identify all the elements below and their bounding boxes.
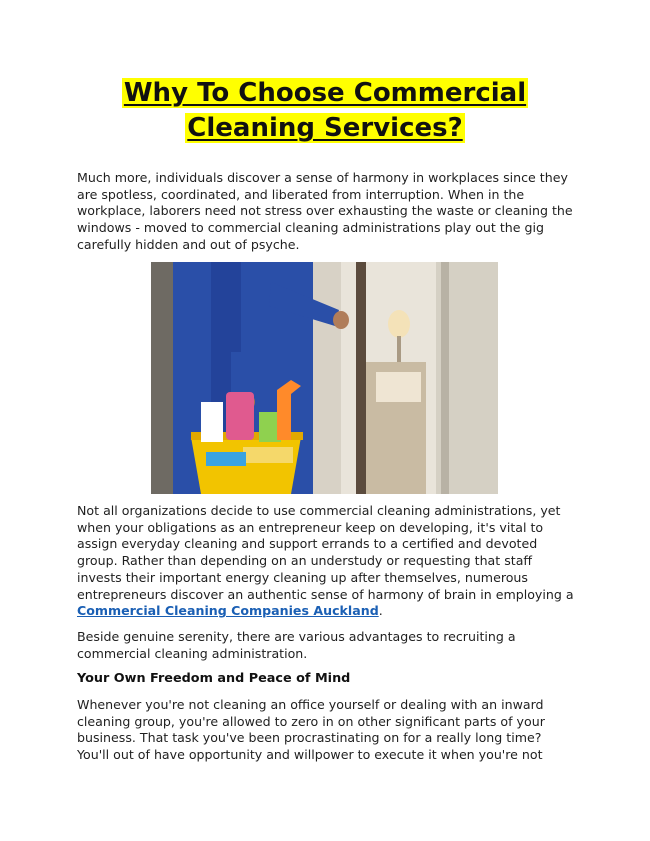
body-paragraph-3: Beside genuine serenity, there are various advantages to recruiting a commercial cleaning administration. [77, 629, 516, 661]
intro-paragraph: Much more, individuals discover a sense of harmony in workplaces since they are spotless, coordinated, and liberated from interruption. When in the workplace, laborers need not stress over exhausting the waste or cleaning the windows - moved to commercial cleaning administrations play out the gig carefully hidden and out of psyche. [77, 170, 573, 252]
body-paragraph-2-end: . [378, 603, 383, 619]
section-heading: Your Own Freedom and Peace of Mind [77, 671, 351, 686]
title-line-1: Why To Choose Commercial [123, 78, 527, 108]
body-paragraph-2-text: Not all organizations decide to use commercial cleaning administrations, yet when your obligations as an entrepreneur keep on developing, it's vital to assign everyday cleaning and support errands to a certified and devoted group. Rather than depending on an understudy or requesting that staff invests their important energy cleaning up after themselves, numerous entrepreneurs discover an authentic sense of harmony of brain in employing a [77, 503, 574, 602]
body-paragraph-2 [77, 503, 577, 620]
title-line-2: Cleaning Services? [187, 113, 463, 143]
page-title [0, 76, 650, 146]
cleaner-photo [151, 262, 498, 494]
cleaner-illustration [151, 262, 498, 494]
body-paragraph-4: Whenever you're not cleaning an office yourself or dealing with an inward cleaning group, you're allowed to zero in on other significant parts of your business. That task you've been procrastinating on for a really long time? You'll out of have opportunity and willpower to execute it when you're not [77, 697, 545, 763]
commercial-cleaning-link[interactable]: Commercial Cleaning Companies Auckland [77, 603, 379, 619]
